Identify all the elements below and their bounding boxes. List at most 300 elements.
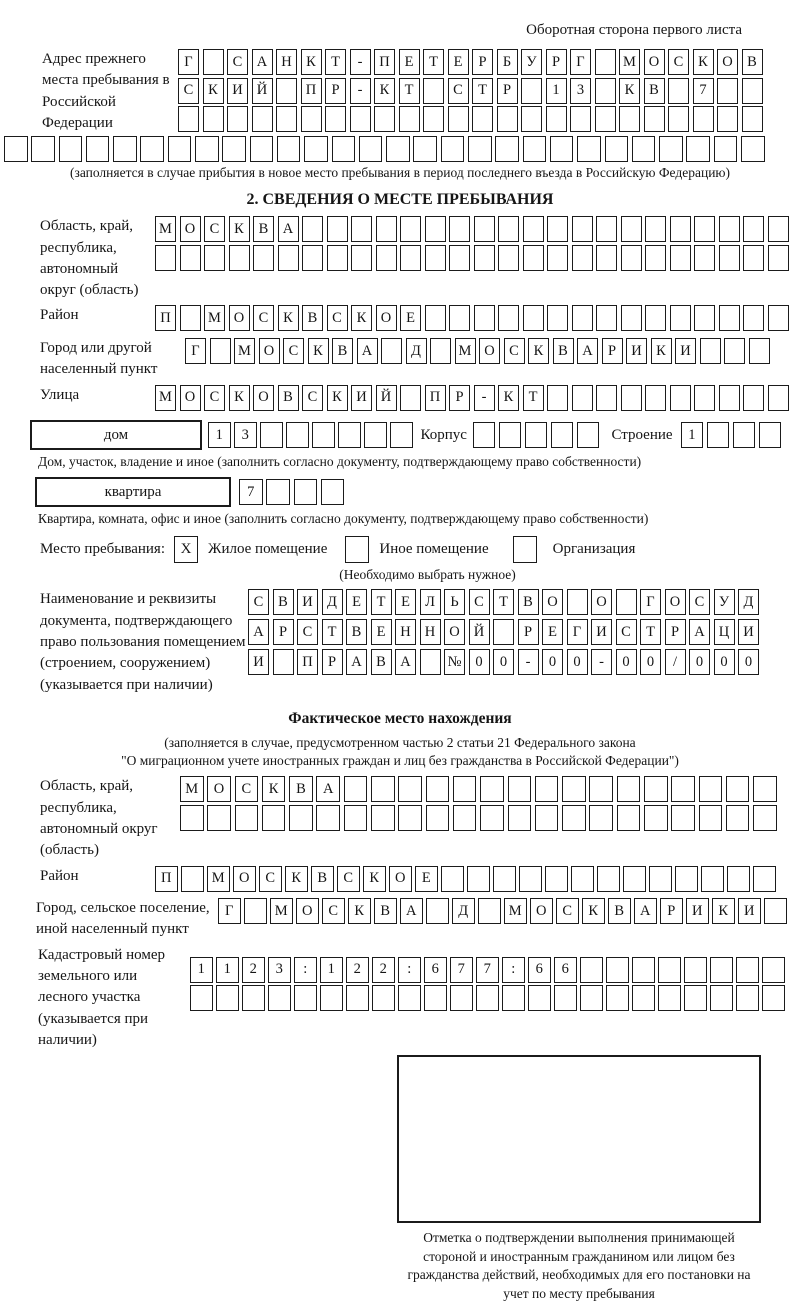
char-cell[interactable] bbox=[719, 245, 740, 271]
char-cell[interactable]: И bbox=[591, 619, 612, 645]
char-cell[interactable]: О bbox=[233, 866, 256, 892]
char-cell[interactable]: К bbox=[327, 385, 348, 411]
char-cell[interactable] bbox=[753, 776, 777, 802]
char-cell[interactable]: В bbox=[644, 78, 665, 104]
char-cell[interactable] bbox=[276, 78, 297, 104]
char-cell[interactable]: Г bbox=[178, 49, 199, 75]
char-cell[interactable] bbox=[644, 805, 668, 831]
char-cell[interactable]: С bbox=[689, 589, 710, 615]
char-cell[interactable] bbox=[423, 78, 444, 104]
char-cell[interactable] bbox=[204, 245, 225, 271]
char-cell[interactable] bbox=[140, 136, 164, 162]
char-cell[interactable] bbox=[589, 805, 613, 831]
char-cell[interactable] bbox=[498, 245, 519, 271]
char-cell[interactable] bbox=[493, 619, 514, 645]
char-cell[interactable] bbox=[699, 805, 723, 831]
char-cell[interactable]: С bbox=[668, 49, 689, 75]
char-cell[interactable]: В bbox=[332, 338, 353, 364]
char-cell[interactable] bbox=[155, 245, 176, 271]
char-cell[interactable] bbox=[222, 136, 246, 162]
char-cell[interactable]: 0 bbox=[493, 649, 514, 675]
char-cell[interactable]: - bbox=[591, 649, 612, 675]
char-cell[interactable]: О bbox=[180, 385, 201, 411]
char-cell[interactable] bbox=[180, 245, 201, 271]
char-cell[interactable] bbox=[562, 776, 586, 802]
char-cell[interactable] bbox=[473, 422, 496, 448]
char-cell[interactable]: Е bbox=[371, 619, 392, 645]
char-cell[interactable] bbox=[523, 216, 544, 242]
char-cell[interactable] bbox=[596, 385, 617, 411]
char-cell[interactable] bbox=[277, 136, 301, 162]
char-cell[interactable]: К bbox=[498, 385, 519, 411]
char-cell[interactable] bbox=[719, 385, 740, 411]
char-cell[interactable] bbox=[671, 805, 695, 831]
char-cell[interactable] bbox=[736, 985, 759, 1011]
char-cell[interactable]: О bbox=[644, 49, 665, 75]
char-cell[interactable]: 2 bbox=[346, 957, 369, 983]
char-cell[interactable] bbox=[644, 106, 665, 132]
char-cell[interactable]: 6 bbox=[554, 957, 577, 983]
char-cell[interactable]: К bbox=[203, 78, 224, 104]
char-cell[interactable] bbox=[476, 985, 499, 1011]
char-cell[interactable] bbox=[523, 305, 544, 331]
char-cell[interactable] bbox=[321, 479, 345, 505]
char-cell[interactable]: М bbox=[204, 305, 225, 331]
char-cell[interactable]: Г bbox=[567, 619, 588, 645]
char-cell[interactable] bbox=[398, 985, 421, 1011]
char-cell[interactable] bbox=[572, 245, 593, 271]
char-cell[interactable] bbox=[327, 216, 348, 242]
char-cell[interactable] bbox=[467, 866, 490, 892]
char-cell[interactable] bbox=[694, 305, 715, 331]
char-cell[interactable]: В bbox=[253, 216, 274, 242]
char-cell[interactable] bbox=[717, 106, 738, 132]
char-cell[interactable]: 0 bbox=[567, 649, 588, 675]
char-cell[interactable] bbox=[547, 305, 568, 331]
char-cell[interactable] bbox=[714, 136, 738, 162]
char-cell[interactable]: Б bbox=[497, 49, 518, 75]
char-cell[interactable] bbox=[658, 985, 681, 1011]
char-cell[interactable] bbox=[400, 245, 421, 271]
char-cell[interactable]: М bbox=[155, 385, 176, 411]
char-cell[interactable]: В bbox=[289, 776, 313, 802]
char-cell[interactable]: 6 bbox=[424, 957, 447, 983]
char-cell[interactable] bbox=[759, 422, 782, 448]
char-cell[interactable] bbox=[768, 385, 789, 411]
char-cell[interactable] bbox=[617, 805, 641, 831]
char-cell[interactable] bbox=[359, 136, 383, 162]
char-cell[interactable]: К bbox=[285, 866, 308, 892]
char-cell[interactable] bbox=[659, 136, 683, 162]
char-cell[interactable] bbox=[181, 866, 204, 892]
char-cell[interactable]: - bbox=[518, 649, 539, 675]
char-cell[interactable] bbox=[325, 106, 346, 132]
char-cell[interactable]: О bbox=[229, 305, 250, 331]
char-cell[interactable]: Ь bbox=[444, 589, 465, 615]
char-cell[interactable]: Р bbox=[322, 649, 343, 675]
char-cell[interactable]: С bbox=[235, 776, 259, 802]
char-cell[interactable]: А bbox=[400, 898, 423, 924]
stay-type-checkbox-other[interactable] bbox=[345, 536, 369, 563]
char-cell[interactable]: И bbox=[227, 78, 248, 104]
char-cell[interactable]: П bbox=[425, 385, 446, 411]
char-cell[interactable] bbox=[742, 78, 763, 104]
char-cell[interactable] bbox=[595, 78, 616, 104]
char-cell[interactable] bbox=[302, 216, 323, 242]
char-cell[interactable] bbox=[344, 776, 368, 802]
char-cell[interactable] bbox=[694, 216, 715, 242]
char-cell[interactable]: О bbox=[389, 866, 412, 892]
char-cell[interactable] bbox=[717, 78, 738, 104]
char-cell[interactable]: С bbox=[253, 305, 274, 331]
char-cell[interactable]: Р bbox=[449, 385, 470, 411]
char-cell[interactable] bbox=[346, 985, 369, 1011]
char-cell[interactable]: И bbox=[626, 338, 647, 364]
char-cell[interactable] bbox=[623, 866, 646, 892]
char-cell[interactable] bbox=[519, 866, 542, 892]
char-cell[interactable]: 7 bbox=[239, 479, 263, 505]
char-cell[interactable] bbox=[4, 136, 28, 162]
char-cell[interactable]: П bbox=[301, 78, 322, 104]
char-cell[interactable]: А bbox=[357, 338, 378, 364]
char-cell[interactable] bbox=[596, 305, 617, 331]
char-cell[interactable] bbox=[675, 866, 698, 892]
char-cell[interactable]: К bbox=[619, 78, 640, 104]
char-cell[interactable] bbox=[302, 245, 323, 271]
char-cell[interactable]: Н bbox=[276, 49, 297, 75]
char-cell[interactable]: М bbox=[619, 49, 640, 75]
char-cell[interactable]: И bbox=[738, 619, 759, 645]
char-cell[interactable] bbox=[195, 136, 219, 162]
char-cell[interactable]: 1 bbox=[208, 422, 231, 448]
char-cell[interactable] bbox=[686, 136, 710, 162]
char-cell[interactable] bbox=[168, 136, 192, 162]
char-cell[interactable] bbox=[235, 805, 259, 831]
char-cell[interactable]: Д bbox=[738, 589, 759, 615]
char-cell[interactable]: Й bbox=[376, 385, 397, 411]
char-cell[interactable] bbox=[710, 957, 733, 983]
char-cell[interactable] bbox=[316, 805, 340, 831]
char-cell[interactable] bbox=[508, 776, 532, 802]
char-cell[interactable]: 0 bbox=[714, 649, 735, 675]
char-cell[interactable]: Р bbox=[660, 898, 683, 924]
char-cell[interactable]: 6 bbox=[528, 957, 551, 983]
char-cell[interactable]: А bbox=[248, 619, 269, 645]
char-cell[interactable] bbox=[424, 985, 447, 1011]
char-cell[interactable] bbox=[621, 216, 642, 242]
char-cell[interactable]: Т bbox=[523, 385, 544, 411]
char-cell[interactable] bbox=[286, 422, 309, 448]
char-cell[interactable] bbox=[413, 136, 437, 162]
char-cell[interactable]: С bbox=[302, 385, 323, 411]
char-cell[interactable] bbox=[338, 422, 361, 448]
char-cell[interactable] bbox=[59, 136, 83, 162]
char-cell[interactable] bbox=[670, 216, 691, 242]
char-cell[interactable] bbox=[550, 136, 574, 162]
char-cell[interactable]: У bbox=[714, 589, 735, 615]
char-cell[interactable]: К bbox=[229, 216, 250, 242]
char-cell[interactable]: 3 bbox=[570, 78, 591, 104]
char-cell[interactable] bbox=[301, 106, 322, 132]
char-cell[interactable] bbox=[229, 245, 250, 271]
char-cell[interactable]: В bbox=[518, 589, 539, 615]
char-cell[interactable]: С bbox=[248, 589, 269, 615]
char-cell[interactable] bbox=[577, 422, 600, 448]
char-cell[interactable] bbox=[743, 305, 764, 331]
char-cell[interactable]: М bbox=[455, 338, 476, 364]
char-cell[interactable] bbox=[216, 985, 239, 1011]
char-cell[interactable]: И bbox=[248, 649, 269, 675]
char-cell[interactable] bbox=[742, 106, 763, 132]
apartment-type-box[interactable]: квартира bbox=[35, 477, 231, 507]
char-cell[interactable]: 2 bbox=[242, 957, 265, 983]
char-cell[interactable]: М bbox=[234, 338, 255, 364]
char-cell[interactable]: Г bbox=[570, 49, 591, 75]
char-cell[interactable] bbox=[768, 245, 789, 271]
char-cell[interactable] bbox=[304, 136, 328, 162]
char-cell[interactable]: Г bbox=[218, 898, 241, 924]
char-cell[interactable] bbox=[580, 957, 603, 983]
char-cell[interactable] bbox=[278, 245, 299, 271]
char-cell[interactable] bbox=[719, 305, 740, 331]
char-cell[interactable] bbox=[546, 106, 567, 132]
char-cell[interactable] bbox=[645, 385, 666, 411]
char-cell[interactable]: - bbox=[474, 385, 495, 411]
char-cell[interactable] bbox=[645, 216, 666, 242]
char-cell[interactable] bbox=[621, 305, 642, 331]
char-cell[interactable] bbox=[294, 985, 317, 1011]
char-cell[interactable]: В bbox=[278, 385, 299, 411]
char-cell[interactable] bbox=[262, 805, 286, 831]
char-cell[interactable]: П bbox=[374, 49, 395, 75]
char-cell[interactable]: О bbox=[207, 776, 231, 802]
char-cell[interactable] bbox=[694, 385, 715, 411]
char-cell[interactable]: С bbox=[204, 216, 225, 242]
char-cell[interactable] bbox=[449, 216, 470, 242]
char-cell[interactable] bbox=[474, 305, 495, 331]
char-cell[interactable] bbox=[430, 338, 451, 364]
char-cell[interactable]: 1 bbox=[546, 78, 567, 104]
char-cell[interactable] bbox=[203, 106, 224, 132]
char-cell[interactable] bbox=[764, 898, 787, 924]
char-cell[interactable] bbox=[595, 49, 616, 75]
char-cell[interactable]: Л bbox=[420, 589, 441, 615]
char-cell[interactable] bbox=[423, 106, 444, 132]
char-cell[interactable]: С bbox=[448, 78, 469, 104]
char-cell[interactable] bbox=[577, 136, 601, 162]
char-cell[interactable] bbox=[572, 385, 593, 411]
char-cell[interactable]: О bbox=[717, 49, 738, 75]
char-cell[interactable]: С bbox=[322, 898, 345, 924]
char-cell[interactable]: А bbox=[316, 776, 340, 802]
char-cell[interactable] bbox=[426, 805, 450, 831]
char-cell[interactable] bbox=[425, 216, 446, 242]
char-cell[interactable] bbox=[371, 776, 395, 802]
char-cell[interactable] bbox=[420, 649, 441, 675]
char-cell[interactable] bbox=[684, 957, 707, 983]
char-cell[interactable] bbox=[478, 898, 501, 924]
char-cell[interactable]: Д bbox=[322, 589, 343, 615]
char-cell[interactable] bbox=[480, 776, 504, 802]
char-cell[interactable] bbox=[523, 136, 547, 162]
char-cell[interactable]: - bbox=[350, 78, 371, 104]
char-cell[interactable]: : bbox=[502, 957, 525, 983]
char-cell[interactable]: О bbox=[530, 898, 553, 924]
char-cell[interactable]: С bbox=[283, 338, 304, 364]
char-cell[interactable] bbox=[762, 985, 785, 1011]
char-cell[interactable] bbox=[399, 106, 420, 132]
char-cell[interactable]: К bbox=[374, 78, 395, 104]
char-cell[interactable]: Т bbox=[640, 619, 661, 645]
char-cell[interactable]: 7 bbox=[693, 78, 714, 104]
char-cell[interactable] bbox=[616, 589, 637, 615]
char-cell[interactable]: О bbox=[665, 589, 686, 615]
char-cell[interactable] bbox=[710, 985, 733, 1011]
char-cell[interactable]: Е bbox=[346, 589, 367, 615]
char-cell[interactable] bbox=[727, 866, 750, 892]
char-cell[interactable]: Г bbox=[640, 589, 661, 615]
char-cell[interactable]: К bbox=[229, 385, 250, 411]
char-cell[interactable]: А bbox=[252, 49, 273, 75]
char-cell[interactable]: А bbox=[346, 649, 367, 675]
char-cell[interactable] bbox=[523, 245, 544, 271]
char-cell[interactable]: Р bbox=[546, 49, 567, 75]
char-cell[interactable]: 0 bbox=[738, 649, 759, 675]
char-cell[interactable]: 7 bbox=[450, 957, 473, 983]
char-cell[interactable] bbox=[493, 866, 516, 892]
char-cell[interactable] bbox=[474, 245, 495, 271]
char-cell[interactable] bbox=[595, 106, 616, 132]
char-cell[interactable] bbox=[606, 957, 629, 983]
char-cell[interactable]: 0 bbox=[542, 649, 563, 675]
char-cell[interactable] bbox=[448, 106, 469, 132]
char-cell[interactable]: А bbox=[689, 619, 710, 645]
char-cell[interactable]: О bbox=[591, 589, 612, 615]
char-cell[interactable] bbox=[376, 245, 397, 271]
char-cell[interactable]: 1 bbox=[190, 957, 213, 983]
char-cell[interactable]: А bbox=[577, 338, 598, 364]
char-cell[interactable]: В bbox=[742, 49, 763, 75]
char-cell[interactable]: И bbox=[297, 589, 318, 615]
char-cell[interactable] bbox=[351, 245, 372, 271]
char-cell[interactable] bbox=[441, 136, 465, 162]
char-cell[interactable] bbox=[372, 985, 395, 1011]
char-cell[interactable] bbox=[266, 479, 290, 505]
char-cell[interactable] bbox=[400, 385, 421, 411]
char-cell[interactable] bbox=[741, 136, 765, 162]
char-cell[interactable]: Т bbox=[399, 78, 420, 104]
char-cell[interactable] bbox=[528, 985, 551, 1011]
char-cell[interactable] bbox=[562, 805, 586, 831]
char-cell[interactable]: Е bbox=[448, 49, 469, 75]
char-cell[interactable]: № bbox=[444, 649, 465, 675]
char-cell[interactable] bbox=[441, 866, 464, 892]
char-cell[interactable] bbox=[495, 136, 519, 162]
char-cell[interactable] bbox=[332, 136, 356, 162]
char-cell[interactable] bbox=[684, 985, 707, 1011]
char-cell[interactable]: Н bbox=[420, 619, 441, 645]
char-cell[interactable] bbox=[572, 305, 593, 331]
char-cell[interactable]: О bbox=[542, 589, 563, 615]
char-cell[interactable] bbox=[736, 957, 759, 983]
char-cell[interactable] bbox=[242, 985, 265, 1011]
char-cell[interactable] bbox=[743, 385, 764, 411]
char-cell[interactable]: Й bbox=[252, 78, 273, 104]
char-cell[interactable]: С bbox=[337, 866, 360, 892]
char-cell[interactable] bbox=[605, 136, 629, 162]
char-cell[interactable]: К bbox=[363, 866, 386, 892]
char-cell[interactable] bbox=[551, 422, 574, 448]
char-cell[interactable] bbox=[547, 385, 568, 411]
char-cell[interactable]: 3 bbox=[268, 957, 291, 983]
char-cell[interactable]: В bbox=[273, 589, 294, 615]
char-cell[interactable] bbox=[498, 216, 519, 242]
char-cell[interactable]: А bbox=[278, 216, 299, 242]
char-cell[interactable]: 0 bbox=[640, 649, 661, 675]
char-cell[interactable]: В bbox=[311, 866, 334, 892]
char-cell[interactable] bbox=[453, 805, 477, 831]
char-cell[interactable]: Т bbox=[325, 49, 346, 75]
char-cell[interactable]: О bbox=[296, 898, 319, 924]
char-cell[interactable]: М bbox=[270, 898, 293, 924]
char-cell[interactable] bbox=[294, 479, 318, 505]
char-cell[interactable] bbox=[480, 805, 504, 831]
char-cell[interactable]: В bbox=[371, 649, 392, 675]
char-cell[interactable] bbox=[260, 422, 283, 448]
char-cell[interactable] bbox=[572, 216, 593, 242]
char-cell[interactable]: У bbox=[521, 49, 542, 75]
char-cell[interactable] bbox=[525, 422, 548, 448]
char-cell[interactable]: В bbox=[608, 898, 631, 924]
char-cell[interactable]: К bbox=[301, 49, 322, 75]
char-cell[interactable] bbox=[671, 776, 695, 802]
char-cell[interactable] bbox=[426, 898, 449, 924]
char-cell[interactable] bbox=[252, 106, 273, 132]
char-cell[interactable] bbox=[632, 985, 655, 1011]
char-cell[interactable] bbox=[606, 985, 629, 1011]
char-cell[interactable] bbox=[632, 136, 656, 162]
char-cell[interactable] bbox=[453, 776, 477, 802]
char-cell[interactable] bbox=[733, 422, 756, 448]
char-cell[interactable]: Т bbox=[322, 619, 343, 645]
char-cell[interactable]: Р bbox=[273, 619, 294, 645]
char-cell[interactable]: Е bbox=[399, 49, 420, 75]
char-cell[interactable]: К bbox=[262, 776, 286, 802]
char-cell[interactable] bbox=[554, 985, 577, 1011]
char-cell[interactable] bbox=[376, 216, 397, 242]
char-cell[interactable]: 0 bbox=[689, 649, 710, 675]
char-cell[interactable]: Р bbox=[472, 49, 493, 75]
char-cell[interactable] bbox=[350, 106, 371, 132]
char-cell[interactable] bbox=[596, 245, 617, 271]
char-cell[interactable] bbox=[617, 776, 641, 802]
char-cell[interactable] bbox=[390, 422, 413, 448]
char-cell[interactable] bbox=[632, 957, 655, 983]
char-cell[interactable]: В bbox=[302, 305, 323, 331]
char-cell[interactable] bbox=[719, 216, 740, 242]
char-cell[interactable]: С bbox=[327, 305, 348, 331]
char-cell[interactable] bbox=[244, 898, 267, 924]
char-cell[interactable] bbox=[474, 216, 495, 242]
stay-type-checkbox-organization[interactable] bbox=[513, 536, 537, 563]
char-cell[interactable]: С bbox=[227, 49, 248, 75]
char-cell[interactable] bbox=[521, 106, 542, 132]
char-cell[interactable]: С bbox=[204, 385, 225, 411]
char-cell[interactable] bbox=[371, 805, 395, 831]
char-cell[interactable] bbox=[499, 422, 522, 448]
char-cell[interactable]: П bbox=[155, 305, 176, 331]
char-cell[interactable] bbox=[694, 245, 715, 271]
